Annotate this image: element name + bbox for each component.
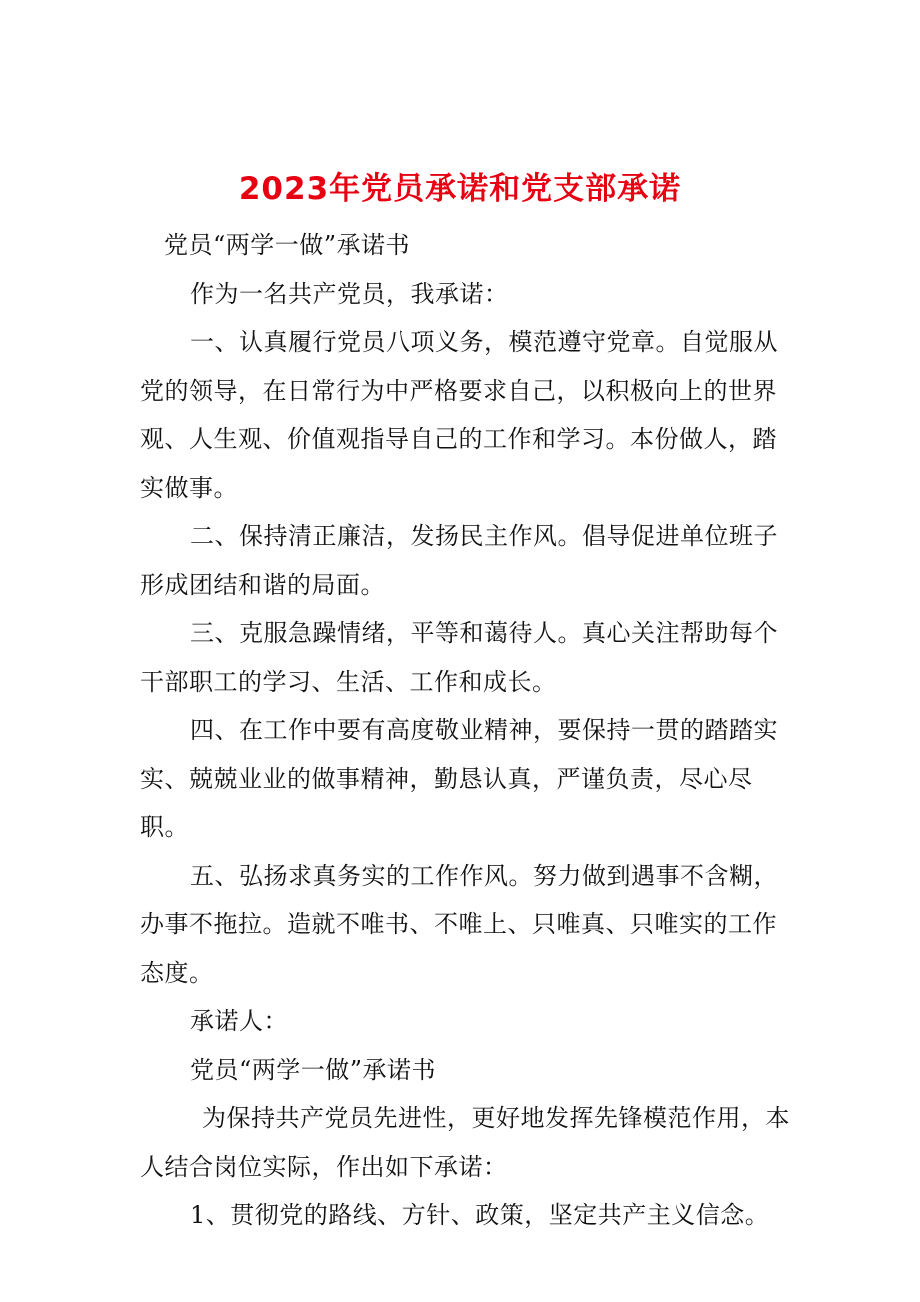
paragraph-heading-1: 党员“两学一做”承诺书 (164, 231, 411, 259)
document-body (140, 221, 790, 1240)
paragraph-item-3: 三、克服急躁情绪，平等和蔼待人。真心关注帮助每个干部职工的学习、生活、工作和成长。 (140, 619, 778, 696)
paragraph-item-1: 一、认真履行党员八项义务，模范遵守党章。自觉服从党的领导，在日常行为中严格要求自己，以积极向上的世界观、人生观、价值观指导自己的工作和学习。本份做人，踏实做事。 (140, 328, 778, 502)
paragraph-item-4: 四、在工作中要有高度敬业精神，要保持一贯的踏踏实实、兢兢业业的做事精神，勤恳认真，严谨负责，尽心尽职。 (140, 716, 778, 841)
paragraph-numbered-1: 1、贯彻党的路线、方针、政策，坚定共产主义信念。 (190, 1201, 770, 1229)
paragraph-intro-2: 为保持共产党员先进性，更好地发挥先锋模范作用，本人结合岗位实际，作出如下承诺： (140, 1104, 790, 1181)
paragraph-item-2: 二、保持清正廉洁，发扬民主作风。倡导促进单位班子形成团结和谐的局面。 (140, 522, 778, 599)
paragraph-intro: 作为一名共产党员，我承诺： (190, 279, 509, 308)
paragraph-item-5: 五、弘扬求真务实的工作作风。努力做到遇事不含糊，办事不拖拉。造就不唯书、不唯上、只唯真、只唯实的工作态度。 (140, 861, 778, 987)
document-title: 2023年党员承诺和党支部承诺 (238, 170, 682, 207)
paragraph-heading-2: 党员“两学一做”承诺书 (190, 1055, 437, 1084)
paragraph-signature: 承诺人： (190, 1007, 288, 1035)
